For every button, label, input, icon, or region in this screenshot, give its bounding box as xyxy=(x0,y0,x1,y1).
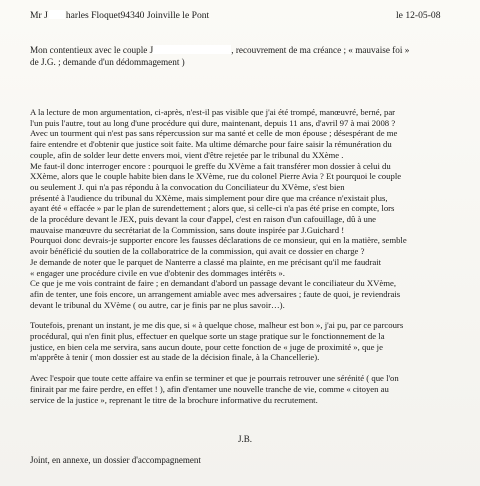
body-line: procédural, qui n'en finit plus, effectuer en quelque sorte un stage pratique sur le fonctionnement de la xyxy=(30,331,385,342)
letter-subject xyxy=(30,44,470,68)
body-line: service de la justice », reprenant le titre de la brochure informative du recrutement. xyxy=(30,394,318,405)
body-line: justice, en bien cela me servira, sans aucun doute, pour cette fonction de « juge de proximité », que je xyxy=(30,341,383,352)
body-line: finirait par me faire perdre, en effet ! ), afin d'entamer une nouvelle tranche de vie, comme « citoyen au xyxy=(30,383,389,394)
body-line: Ce que je me vois contraint de faire ; en demandant d'abord un passage devant le conciliateur du XVème, xyxy=(30,278,397,289)
body-line: couple, afin de solder leur dette envers moi, vient d'être rejetée par le tribunal du XXème . xyxy=(30,149,344,160)
body-line: de la procédure devant le JEX, puis devant la cour d'appel, c'est en raison d'un cafouillage, dû à une xyxy=(30,214,377,225)
redaction-mark xyxy=(153,45,231,54)
letter-body xyxy=(30,107,472,405)
subject-line-1 xyxy=(30,44,470,56)
signature-initials: J.B. xyxy=(238,434,253,444)
sender-street: harles Floquet94340 Joinville le Pont xyxy=(65,10,210,21)
paragraph-3 xyxy=(30,373,472,405)
sender-address xyxy=(30,10,209,21)
paragraph-1 xyxy=(30,107,472,310)
body-line: A la lecture de mon argumentation, ci-après, n'est-il pas visible que j'ai été trompé, manœuvré, berné, par xyxy=(30,107,396,117)
body-line: faire entendre et d'obtenir que justice soit faite. Ma ultime démarche pour faire saisir la rémunération du xyxy=(30,139,392,150)
paragraph-2 xyxy=(30,320,472,363)
body-line: mauvaise manœuvre du secrétariat de la Commission, sans doute inspirée par J.Guichard ! xyxy=(30,224,345,235)
sender-prefix: Mr J xyxy=(30,10,48,21)
body-line: avoir bénéficié du soutien de la collaboratrice de la commission, qui avait ce dossier en charge ? xyxy=(30,246,365,257)
body-line: « engager une procédure civile en vue d'obtenir des dommages intérêts ». xyxy=(30,267,285,278)
body-line: l'un puis l'autre, tout au long d'une procédure qui dure, maintenant, depuis 11 ans, d'avril 97 à mai 2008 ? xyxy=(30,117,396,128)
body-line: afin de tenter, une fois encore, un arrangement amiable avec mes adversaires ; faute de quoi, je reviendrais xyxy=(30,288,401,299)
subject-line-2: de J.G. ; demande d'un dédommagement ) xyxy=(30,57,185,67)
subject-text-b: , recouvrement de ma créance ; « mauvaise foi » xyxy=(231,45,410,55)
redaction-mark xyxy=(49,10,65,19)
body-line: Avec un tourment qui n'est pas sans répercussion sur ma santé et celle de mon épouse ; désespérant de me xyxy=(30,128,398,139)
body-line: XXème, alors que le couple habite bien dans le XVème, rue du colonel Pierre Avia ? Et pourquoi le couple xyxy=(30,171,402,182)
body-line: devant le tribunal du XVème ( ou autre, car je finis par ne plus savoir…). xyxy=(30,299,285,310)
body-line: Avec l'espoir que toute cette affaire va enfin se terminer et que je pourrais retrouver une sérénité ( que l'on xyxy=(30,373,399,384)
body-line: Me faut-il donc interroger encore : pourquoi le greffe du XVème a fait transférer mon dossier à celui du xyxy=(30,160,391,171)
letter-date: le 12-05-08 xyxy=(396,10,441,21)
body-line: Pourquoi donc devrais-je supporter encore les fausses déclarations de ce monsieur, qui en la matière, semble xyxy=(30,235,407,246)
body-line: m'apprête à tenir ( mon dossier est au stade de la décision finale, à la Chancellerie). xyxy=(30,352,320,363)
annex-note: Joint, en annexe, un dossier d'accompagnement xyxy=(30,455,201,465)
subject-text-a: Mon contentieux avec le couple J xyxy=(30,45,154,55)
body-line: Toutefois, prenant un instant, je me dis que, si « à quelque chose, malheur est bon », j'ai pu, par ce parcours xyxy=(30,320,404,331)
body-line: présenté à l'audience du tribunal du XXème, mais simplement pour dire que ma créance n'existait plus, xyxy=(30,192,388,203)
body-line: ou seulement J. qui n'a pas répondu à la convocation du Conciliateur du XVème, s'est bien xyxy=(30,181,345,192)
body-line: Je demande de noter que le parquet de Nanterre a classé ma plainte, en me précisant qu'il me faudrait xyxy=(30,256,382,267)
body-line: ayant été « effacée » par le plan de surendettement ; alors que, si celle-ci n'a pas été prise en compte, lors xyxy=(30,203,395,214)
